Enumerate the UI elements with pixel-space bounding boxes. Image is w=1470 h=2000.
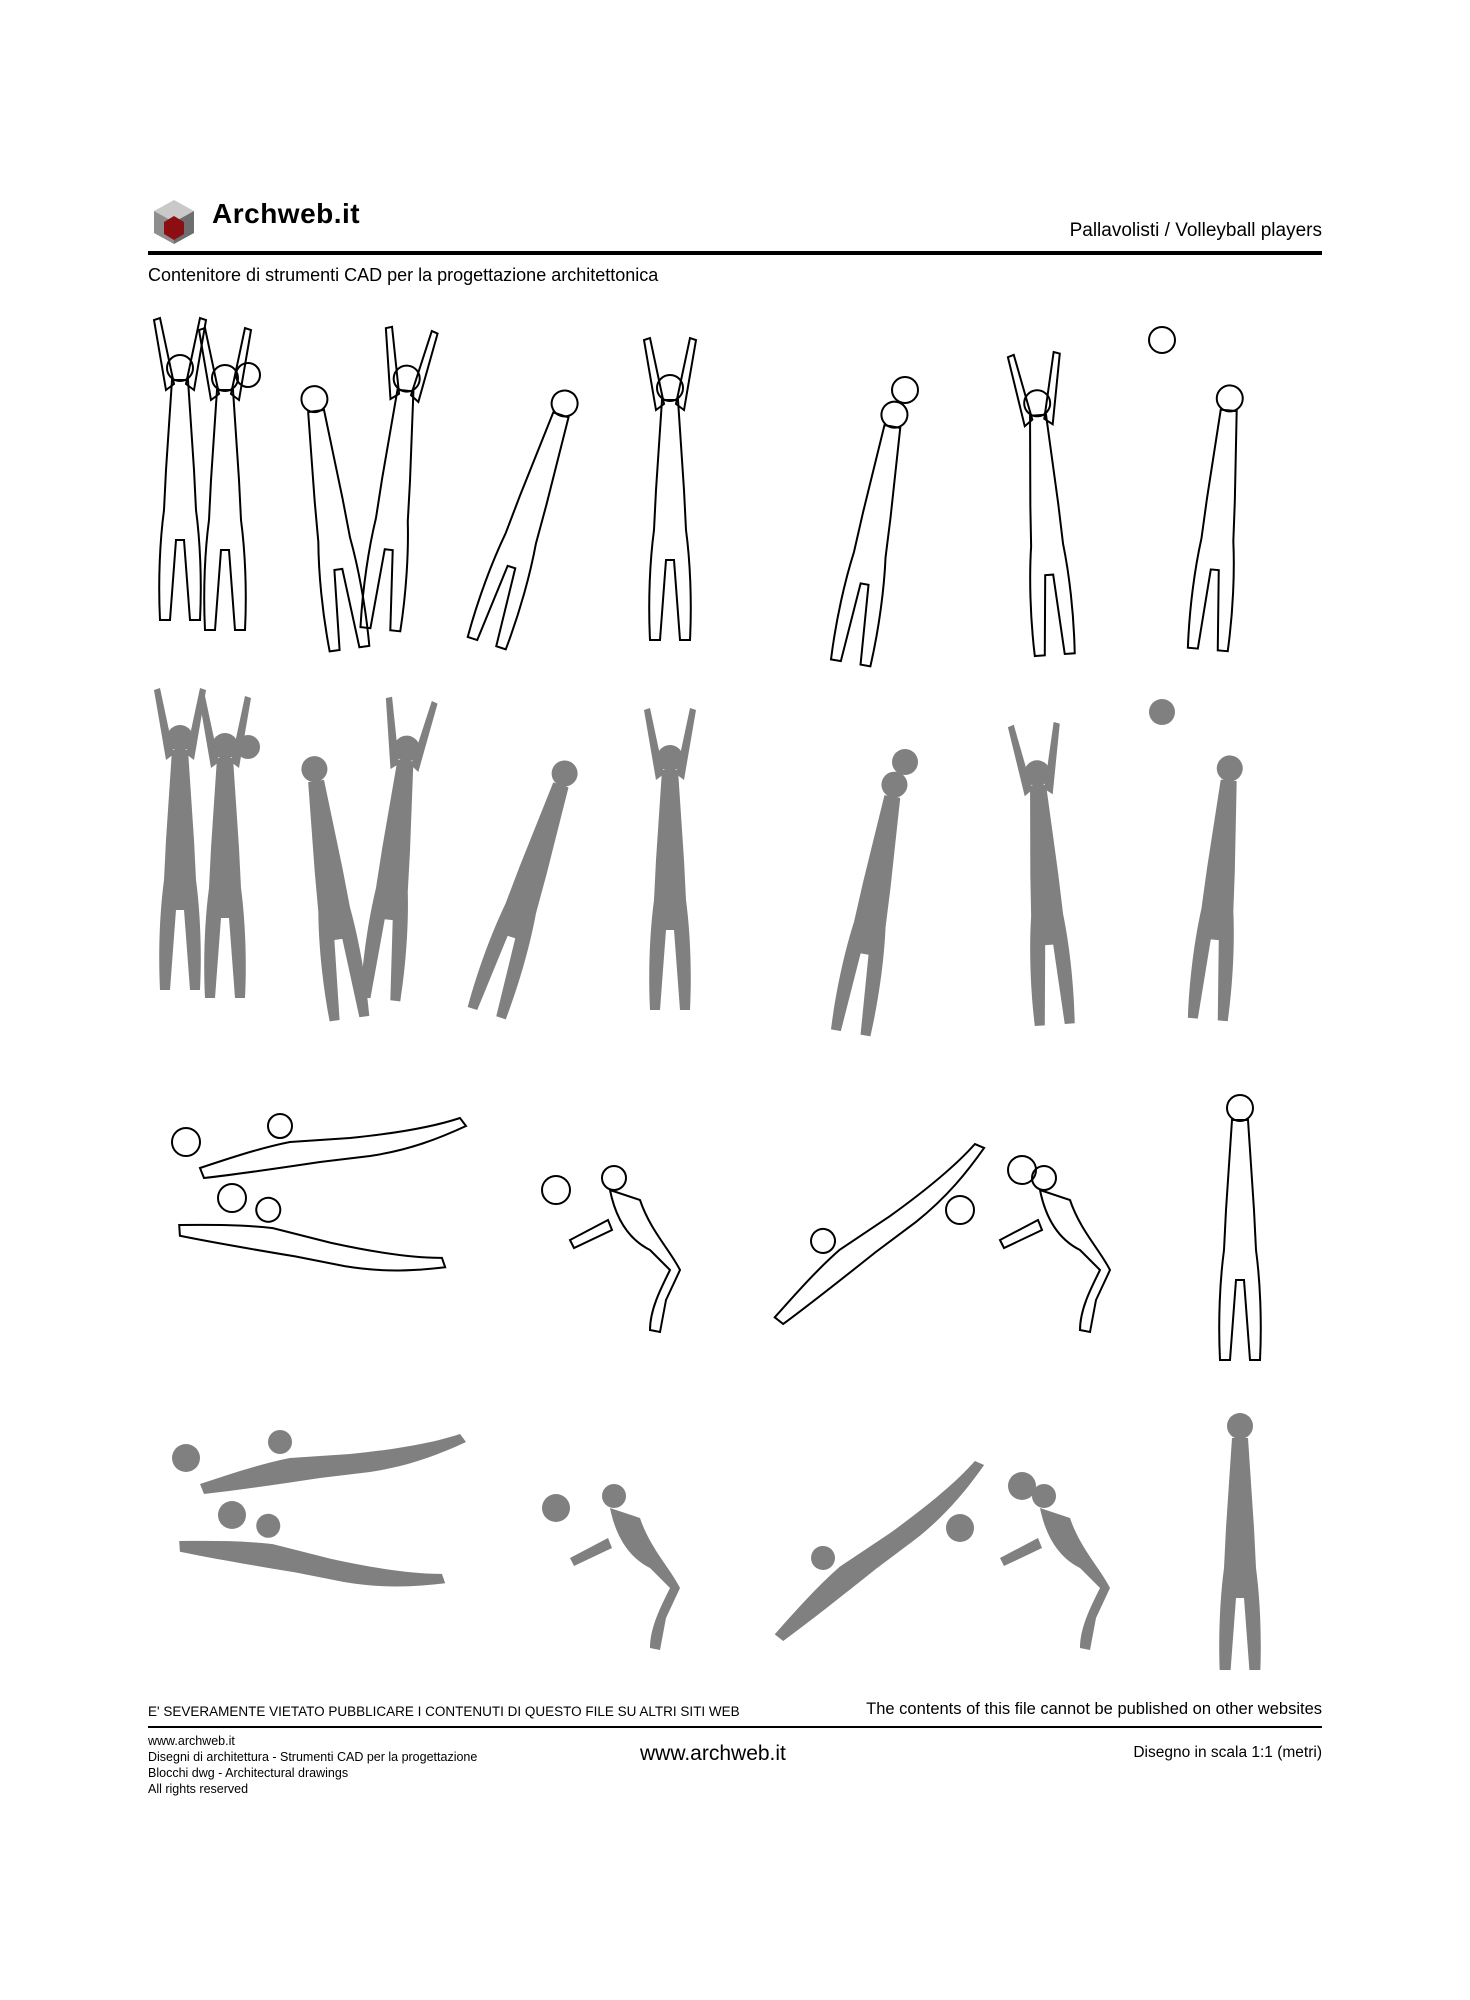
drawing-scale: Disegno in scala 1:1 (metri): [1133, 1744, 1322, 1761]
footer-rule: [148, 1726, 1322, 1728]
footer-info-line: All rights reserved: [148, 1782, 249, 1796]
row-2-filled-figures: [154, 688, 1252, 1036]
footer-info-line: Disegni di architettura - Strumenti CAD per la progettazione: [148, 1750, 478, 1764]
footer-info: [148, 1733, 477, 1797]
tagline: Contenitore di strumenti CAD per la progettazione architettonica: [148, 265, 659, 285]
footer-info-line: Blocchi dwg - Architectural drawings: [148, 1766, 349, 1780]
row-3-outline-figures: [172, 1095, 1261, 1360]
drawing-title: Pallavolisti / Volleyball players: [1069, 220, 1322, 241]
copyright-notice-italian: E' SEVERAMENTE VIETATO PUBBLICARE I CONTENUTI DI QUESTO FILE SU ALTRI SITI WEB: [148, 1704, 740, 1719]
footer-info-line: www.archweb.it: [148, 1734, 235, 1748]
footer-website: www.archweb.it: [640, 1742, 786, 1765]
volleyball-players-drawing: [140, 310, 1340, 1670]
header: [148, 196, 1322, 256]
header-rule: [148, 251, 1322, 255]
brand-name: Archweb.it: [212, 198, 361, 229]
row-4-filled-figures: [172, 1413, 1261, 1670]
row-1-outline-figures: [154, 318, 1252, 666]
archweb-logo-icon: [150, 198, 198, 246]
copyright-notice-english: The contents of this file cannot be published on other websites: [866, 1700, 1322, 1718]
